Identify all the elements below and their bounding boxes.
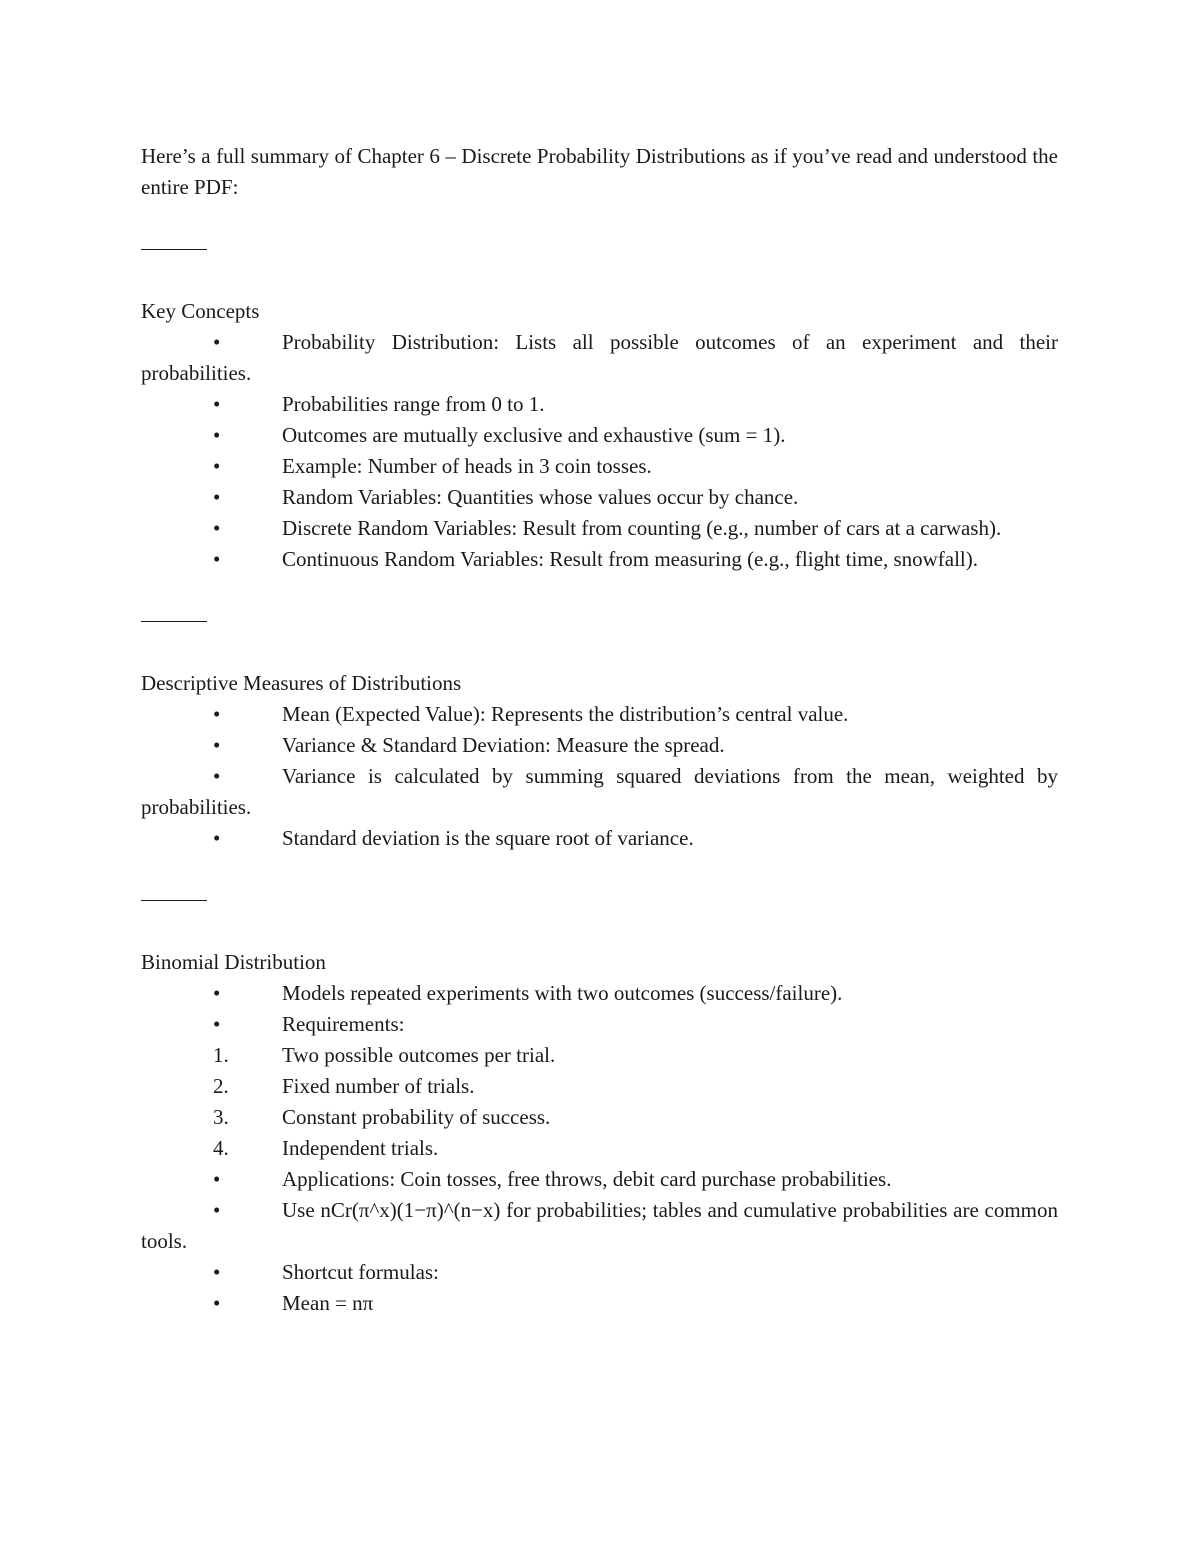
list-item — [141, 544, 1058, 575]
list-item — [141, 730, 1058, 761]
bullet-marker: • — [213, 1260, 221, 1284]
section-descriptive-measures — [141, 668, 1058, 854]
intro-paragraph: Here’s a full summary of Chapter 6 – Discrete Probability Distributions as if you’ve read and understood the entire PDF: — [141, 144, 1058, 199]
list-item-text: Shortcut formulas: — [282, 1260, 439, 1284]
bullet-marker: • — [213, 423, 221, 447]
section-key-concepts — [141, 296, 1058, 575]
list-item — [141, 1257, 1058, 1288]
list-item-text: Requirements: — [282, 1012, 405, 1036]
list-item-text: Constant probability of success. — [282, 1105, 551, 1129]
numbered-item — [141, 1133, 1058, 1164]
numbered-item — [141, 1040, 1058, 1071]
numbered-item — [141, 1071, 1058, 1102]
list-item-text: Models repeated experiments with two outcomes (success/failure). — [282, 981, 843, 1005]
list-item — [141, 978, 1058, 1009]
list-item-text: Discrete Random Variables: Result from counting (e.g., number of cars at a carwash). — [282, 516, 1002, 540]
list-item — [141, 761, 1058, 823]
list-item-text: Applications: Coin tosses, free throws, debit card purchase probabilities. — [282, 1167, 892, 1191]
section-heading: Descriptive Measures of Distributions — [141, 671, 462, 695]
section-divider — [141, 621, 207, 622]
list-item-text: Probabilities range from 0 to 1. — [282, 392, 545, 416]
bullet-marker: • — [213, 1291, 221, 1315]
bullet-marker: • — [213, 485, 221, 509]
bullet-marker: • — [213, 826, 221, 850]
bullet-marker: • — [213, 733, 221, 757]
section-divider — [141, 249, 207, 250]
bullet-marker: • — [213, 516, 221, 540]
list-item-text: Use nCr(π^x)(1−π)^(n−x) for probabilities; tables and cumulative probabilities are common tools. — [141, 1198, 1058, 1253]
bullet-marker: • — [213, 764, 221, 788]
list-item-text: Two possible outcomes per trial. — [282, 1043, 556, 1067]
bullet-marker: • — [213, 1167, 221, 1191]
bullet-marker: • — [213, 702, 221, 726]
list-item — [141, 513, 1058, 544]
list-item — [141, 327, 1058, 389]
number-marker: 3. — [213, 1105, 229, 1129]
bullet-marker: • — [213, 1012, 221, 1036]
bullet-marker: • — [213, 1198, 221, 1222]
number-marker: 1. — [213, 1043, 229, 1067]
document-page — [141, 141, 1058, 1319]
section-divider — [141, 900, 207, 901]
list-item — [141, 389, 1058, 420]
number-marker: 2. — [213, 1074, 229, 1098]
section-binomial-distribution — [141, 947, 1058, 1319]
bullet-marker: • — [213, 547, 221, 571]
bullet-marker: • — [213, 330, 221, 354]
list-item — [141, 699, 1058, 730]
list-item-text: Continuous Random Variables: Result from measuring (e.g., flight time, snowfall). — [282, 547, 979, 571]
list-item-text: Mean = nπ — [282, 1291, 374, 1315]
section-heading: Binomial Distribution — [141, 950, 326, 974]
list-item — [141, 451, 1058, 482]
bullet-marker: • — [213, 392, 221, 416]
numbered-item — [141, 1102, 1058, 1133]
list-item — [141, 1195, 1058, 1257]
list-item-text: Probability Distribution: Lists all possible outcomes of an experiment and their probabilities. — [141, 330, 1058, 385]
list-item — [141, 1164, 1058, 1195]
section-heading: Key Concepts — [141, 299, 260, 323]
list-item-text: Independent trials. — [282, 1136, 439, 1160]
list-item-text: Variance is calculated by summing squared deviations from the mean, weighted by probabilities. — [141, 764, 1058, 819]
list-item-text: Mean (Expected Value): Represents the distribution’s central value. — [282, 702, 849, 726]
number-marker: 4. — [213, 1136, 229, 1160]
list-item-text: Random Variables: Quantities whose values occur by chance. — [282, 485, 799, 509]
list-item-text: Standard deviation is the square root of variance. — [282, 826, 694, 850]
list-item-text: Outcomes are mutually exclusive and exhaustive (sum = 1). — [282, 423, 786, 447]
list-item — [141, 1288, 1058, 1319]
list-item — [141, 420, 1058, 451]
list-item — [141, 823, 1058, 854]
list-item-text: Example: Number of heads in 3 coin tosses. — [282, 454, 652, 478]
bullet-marker: • — [213, 454, 221, 478]
list-item-text: Fixed number of trials. — [282, 1074, 475, 1098]
list-item-text: Variance & Standard Deviation: Measure the spread. — [282, 733, 725, 757]
list-item — [141, 482, 1058, 513]
bullet-marker: • — [213, 981, 221, 1005]
list-item — [141, 1009, 1058, 1040]
